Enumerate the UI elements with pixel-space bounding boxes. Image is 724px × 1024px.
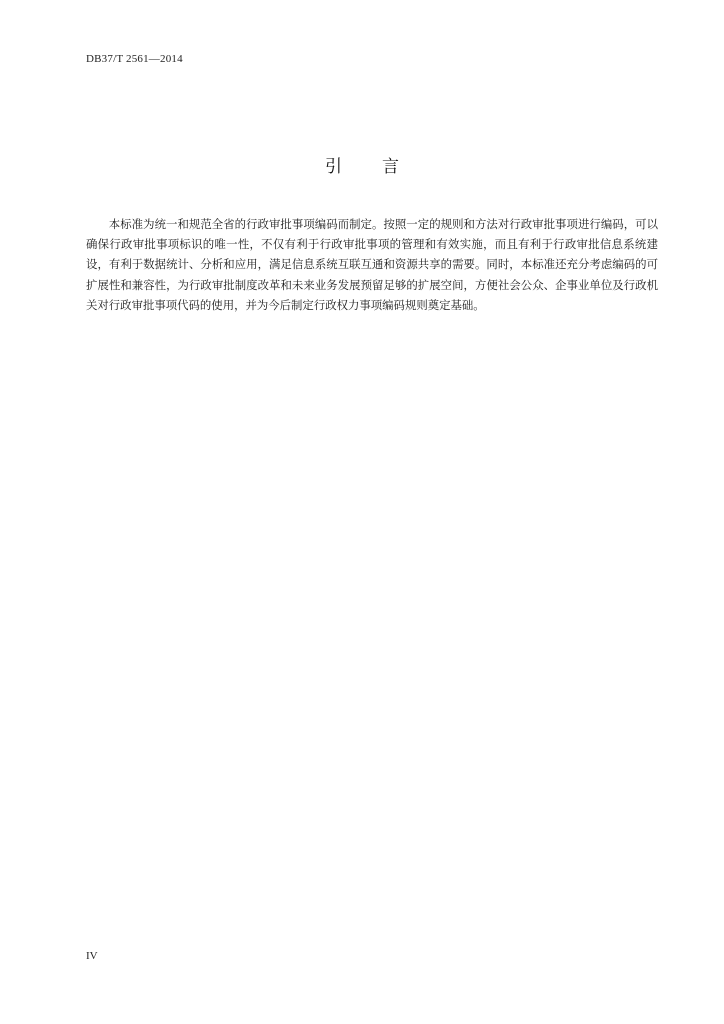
section-title: 引言 (325, 157, 439, 177)
page-number: IV (86, 950, 98, 962)
standard-code-header: DB37/T 2561—2014 (86, 53, 183, 65)
introduction-paragraph: 本标准为统一和规范全省的行政审批事项编码而制定。按照一定的规则和方法对行政审批事项进行编码，可以确保行政审批事项标识的唯一性，不仅有利于行政审批事项的管理和有效实施，而且有利于行政审批信息系统建设，有利于数据统计、分析和应用，满足信息系统互联互通和资源共享的需要。同时，本标准还充分考虑编码的可扩展性和兼容性，为行政审批制度改革和未来业务发展预留足够的扩展空间，方便社会公众、企事业单位及行政机关对行政审批事项代码的使用，并为今后制定行政权力事项编码规则奠定基础。 (86, 217, 658, 312)
